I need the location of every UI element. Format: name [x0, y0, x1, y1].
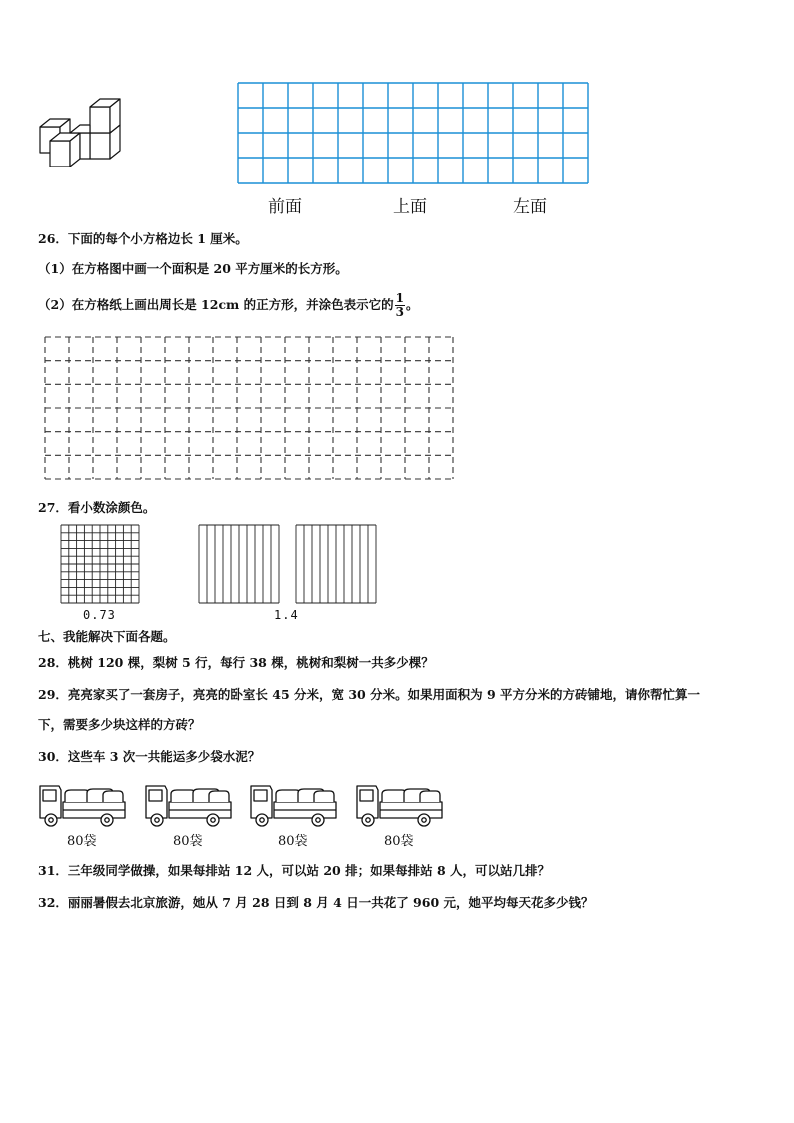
- q26-part1: （1）在方格图中画一个面积是 20 平方厘米的长方形。: [38, 261, 348, 276]
- truck-bag-label: 80袋: [67, 834, 97, 849]
- fraction-denominator: 3: [395, 305, 404, 319]
- truck-bag-label: 80袋: [384, 834, 414, 849]
- tenths-strip-square-1[interactable]: [198, 524, 280, 604]
- decimal-label-073: 0.73: [83, 608, 116, 622]
- view-grid[interactable]: [237, 82, 589, 184]
- q27-title: 27．看小数涂颜色。: [38, 500, 156, 515]
- truck-bag-label: 80袋: [173, 834, 203, 849]
- decimal-label-14: 1.4: [274, 608, 299, 622]
- fraction-one-third: [395, 292, 405, 319]
- fraction-numerator: 1: [395, 291, 404, 305]
- truck-bag-label: 80袋: [278, 834, 308, 849]
- hundred-square-grid[interactable]: [60, 524, 140, 604]
- q32: 32．丽丽暑假去北京旅游，她从 7 月 28 日到 8 月 4 日一共花了 960 元，她平均每天花多少钱？: [38, 895, 594, 910]
- front-view-label: 前面: [268, 197, 302, 217]
- top-view-label: 上面: [393, 197, 427, 217]
- q26-title: 26．下面的每个小方格边长 1 厘米。: [38, 231, 248, 246]
- truck-icon: [143, 780, 235, 828]
- q26-part2-end: 。: [406, 297, 419, 312]
- q29-line1: 29．亮亮家买了一套房子，亮亮的卧室长 45 分米，宽 30 分米。如果用面积为 9 平方分米的方砖铺地，请你帮忙算一: [38, 687, 700, 702]
- q29-line2: 下，需要多少块这样的方砖？: [38, 717, 201, 732]
- q31: 31．三年级同学做操，如果每排站 12 人，可以站 20 排；如果每排站 8 人，可以站几排？: [38, 863, 550, 878]
- q26-part2-text: （2）在方格纸上画出周长是 12cm 的正方形，并涂色表示它的: [38, 297, 394, 312]
- truck-icon: [248, 780, 340, 828]
- q26-part2: [38, 290, 419, 320]
- tenths-strip-square-2[interactable]: [295, 524, 377, 604]
- q30: 30．这些车 3 次一共能运多少袋水泥？: [38, 749, 261, 764]
- truck-icon: [37, 780, 129, 828]
- truck-icon: [354, 780, 446, 828]
- q28: 28．桃树 120 棵，梨树 5 行，每行 38 棵，桃树和梨树一共多少棵？: [38, 655, 434, 670]
- left-view-label: 左面: [513, 197, 547, 217]
- cube-figure: [36, 95, 136, 167]
- dashed-grid-paper[interactable]: [42, 334, 456, 482]
- section-7-heading: 七、我能解决下面各题。: [38, 629, 176, 644]
